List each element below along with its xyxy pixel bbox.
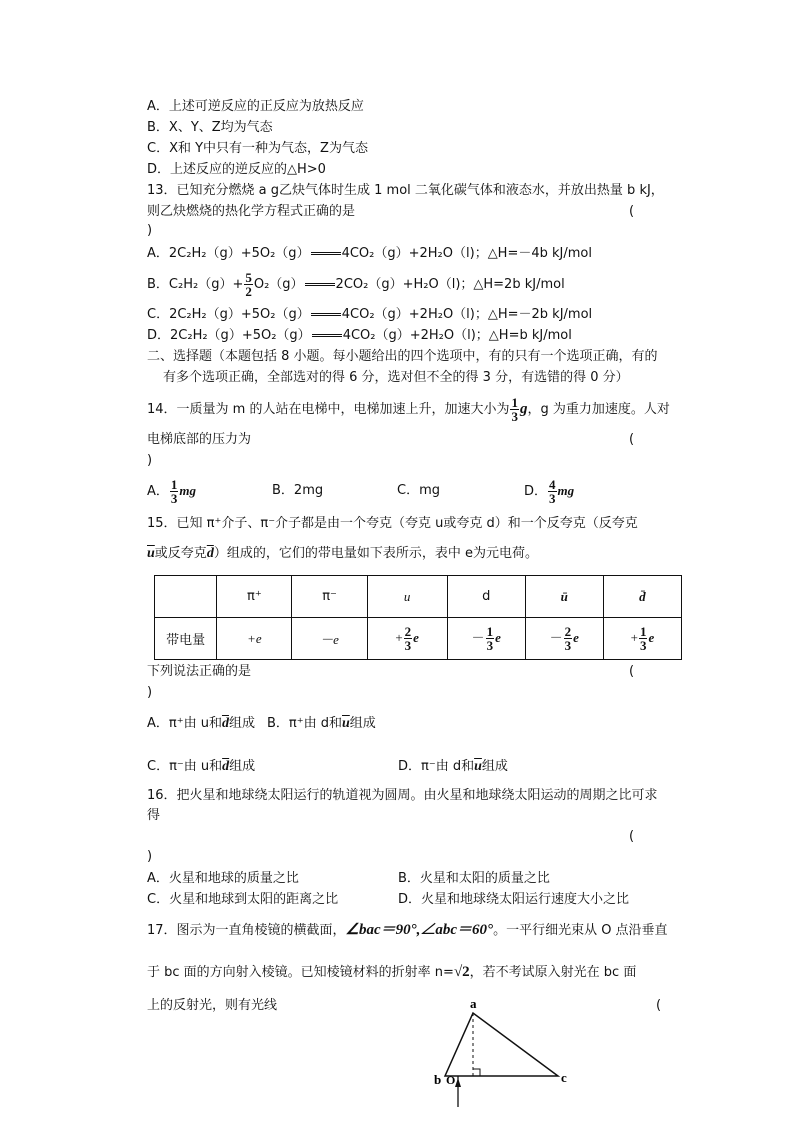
q14-answer-paren-close: ) bbox=[147, 453, 153, 468]
q12-option-d: D．上述反应的逆反应的△H>0 bbox=[147, 162, 326, 177]
q17-answer-paren-open: ( bbox=[656, 998, 662, 1013]
table-header-row bbox=[155, 576, 682, 618]
q16-option-c: C．火星和地球到太阳的距离之比 bbox=[147, 892, 339, 907]
q13-option-d bbox=[147, 327, 572, 345]
equilibrium-arrow-icon bbox=[311, 252, 341, 255]
right-angle-mark bbox=[473, 1069, 480, 1076]
q13-answer-paren-close: ) bbox=[147, 223, 153, 238]
q15-option-b bbox=[267, 715, 376, 733]
q14-stem-text: 14．一质量为 m 的人站在电梯中，电梯加速上升，加速大小为 bbox=[147, 402, 510, 417]
fraction-numerator: 1 bbox=[511, 395, 518, 410]
fraction bbox=[639, 625, 648, 652]
prism-triangle bbox=[445, 1013, 558, 1076]
q14-option-d-label: D． bbox=[524, 484, 548, 499]
q12-option-a: A．上述可逆反应的正反应为放热反应 bbox=[147, 99, 364, 114]
fraction-numerator: 2 bbox=[564, 624, 572, 639]
q13-option-d-label: D． bbox=[147, 328, 171, 343]
q14-option-d bbox=[524, 474, 574, 509]
q14-stem-line1 bbox=[147, 392, 670, 427]
q15-option-a-text: A．π⁺由 u和 bbox=[147, 716, 222, 731]
q16-option-a: A．火星和地球的质量之比 bbox=[147, 871, 299, 886]
q15-option-c-text: C．π⁻由 u和 bbox=[147, 759, 223, 774]
q15-ask: 下列说法正确的是 bbox=[147, 664, 252, 679]
table-cell-ubar bbox=[525, 618, 603, 660]
table-cell-pi-plus: +e bbox=[217, 618, 292, 660]
q13-option-b-fraction bbox=[244, 271, 253, 298]
table-header-cell: u bbox=[367, 576, 447, 618]
antiquark-d-symbol: $\overline{d}$ bbox=[222, 759, 230, 774]
q17-stem-text-end: ，若不考试原入射光在 bc 面 bbox=[469, 965, 637, 980]
prism-diagram bbox=[428, 995, 588, 1115]
table-row-label: 带电量 bbox=[155, 618, 217, 660]
q14-option-d-unit: mg bbox=[557, 483, 575, 498]
q14-answer-paren-open: ( bbox=[629, 432, 635, 447]
q15-option-c bbox=[147, 758, 255, 776]
fraction bbox=[404, 625, 413, 652]
q13-option-b-label: B． bbox=[147, 277, 169, 292]
vertex-label-a: a bbox=[470, 996, 477, 1011]
q15-option-b-end: 组成 bbox=[349, 716, 376, 731]
q15-stem-line1: 15．已知 π⁺介子、π⁻介子都是由一个夸克（夸克 u或夸克 d）和一个反夸克（反夸克 bbox=[147, 516, 638, 531]
fraction-denominator: 2 bbox=[245, 284, 252, 299]
q14-fraction bbox=[510, 396, 519, 423]
q12-option-b: B．X、Y、Z均为气态 bbox=[147, 120, 273, 135]
q14-option-a-label: A． bbox=[147, 484, 169, 499]
q13-option-a bbox=[147, 245, 592, 263]
table-header-cell: ū bbox=[525, 576, 603, 618]
table-header-cell: π⁻ bbox=[292, 576, 367, 618]
antiquark-d-symbol: $\overline{d}$ bbox=[221, 716, 229, 731]
q13-option-b-reactants: C₂H₂（g）+ bbox=[168, 277, 244, 292]
q13-option-a-products: 4CO₂（g）+2H₂O（l)；△H=－4b kJ/mol bbox=[341, 246, 592, 261]
q15-option-b-text: B．π⁺由 d和 bbox=[267, 716, 342, 731]
table-header-cell: d̄ bbox=[603, 576, 681, 618]
q17-stem-text: 17．图示为一直角棱镜的横截面， bbox=[147, 923, 346, 938]
antiquark-u-symbol: $\overline{u}$ bbox=[474, 759, 482, 774]
q12-option-c: C．X和 Y中只有一种为气态，Z为气态 bbox=[147, 141, 368, 156]
q13-option-c bbox=[147, 306, 592, 324]
q17-stem-text-end: 。一平行细光束从 O 点沿垂直 bbox=[493, 923, 668, 938]
fraction-numerator: 1 bbox=[639, 624, 647, 639]
sign: － bbox=[549, 630, 563, 645]
q15-answer-paren-close: ) bbox=[147, 685, 153, 700]
elementary-charge: e bbox=[413, 630, 419, 645]
section-2-heading-line2: 有多个选项正确，全部选对的得 6 分，选对但不全的得 3 分，有选错的得 0 分） bbox=[163, 370, 629, 385]
q13-option-d-reactants: 2C₂H₂（g）+5O₂（g） bbox=[170, 328, 311, 343]
fraction-denominator: 3 bbox=[170, 491, 178, 506]
fraction-denominator: 3 bbox=[486, 638, 494, 653]
q16-answer-paren-open: ( bbox=[629, 829, 635, 844]
q14-option-a-fraction bbox=[170, 478, 179, 505]
gravity-symbol: g bbox=[519, 401, 528, 417]
q17-angle-values: ∠bac＝90°,∠abc＝60° bbox=[345, 922, 494, 938]
table-header-cell bbox=[155, 576, 217, 618]
q16-stem-line2: 得 bbox=[147, 808, 161, 823]
elementary-charge: e bbox=[573, 630, 579, 645]
q15-option-c-end: 组成 bbox=[229, 759, 256, 774]
charge-table bbox=[154, 575, 682, 660]
antiquark-u-symbol: $\overline{u}$ bbox=[342, 716, 350, 731]
q15-stem-text: 或反夸克 bbox=[154, 546, 207, 561]
fraction-numerator: 1 bbox=[486, 624, 494, 639]
q15-option-d-text: D．π⁻由 d和 bbox=[398, 759, 475, 774]
q16-stem-line1: 16．把火星和地球绕太阳运行的轨道视为圆周。由火星和地球绕太阳运动的周期之比可求 bbox=[147, 788, 658, 803]
q13-stem-line2: 则乙炔燃烧的热化学方程式正确的是 bbox=[147, 204, 356, 219]
table-cell-u bbox=[367, 618, 447, 660]
table-header-cell: d bbox=[447, 576, 525, 618]
table-cell-pi-minus: －e bbox=[292, 618, 367, 660]
q15-option-a bbox=[147, 715, 255, 733]
fraction-numerator: 1 bbox=[170, 477, 178, 492]
q13-option-c-products: 4CO₂（g）+2H₂O（l)；△H=－2b kJ/mol bbox=[341, 307, 593, 322]
vertex-label-b: b bbox=[434, 1072, 442, 1087]
table-cell-d bbox=[447, 618, 525, 660]
fraction bbox=[564, 625, 573, 652]
fraction-denominator: 3 bbox=[404, 638, 412, 653]
equilibrium-arrow-icon bbox=[311, 313, 341, 316]
q13-stem-line1: 13．已知充分燃烧 a g乙炔气体时生成 1 mol 二氧化碳气体和液态水，并放出热量 b kJ， bbox=[147, 183, 664, 198]
q16-option-b: B．火星和太阳的质量之比 bbox=[398, 871, 550, 886]
q16-answer-paren-close: ) bbox=[147, 849, 153, 864]
fraction-numerator: 5 bbox=[245, 270, 252, 285]
fraction-numerator: 4 bbox=[549, 477, 556, 492]
q13-option-c-label: C． bbox=[147, 307, 170, 322]
fraction-denominator: 3 bbox=[511, 409, 518, 424]
q16-option-d: D．火星和地球绕太阳运行速度大小之比 bbox=[398, 892, 630, 907]
q15-option-d-end: 组成 bbox=[481, 759, 508, 774]
q15-option-a-end: 组成 bbox=[228, 716, 255, 731]
fraction-denominator: 3 bbox=[564, 638, 572, 653]
fraction-numerator: 2 bbox=[404, 624, 412, 639]
antiquark-d-symbol: $\overline{d}$ bbox=[206, 546, 214, 561]
table-cell-dbar bbox=[603, 618, 681, 660]
q13-option-b-products: 2CO₂（g）+H₂O（l)；△H=2b kJ/mol bbox=[335, 277, 565, 292]
sign: + bbox=[630, 630, 638, 645]
fraction bbox=[486, 625, 495, 652]
q13-option-c-reactants: 2C₂H₂（g）+5O₂（g） bbox=[169, 307, 310, 322]
q13-option-a-reactants: 2C₂H₂（g）+5O₂（g） bbox=[168, 246, 310, 261]
q15-option-d bbox=[398, 758, 508, 776]
elementary-charge: e bbox=[648, 630, 655, 645]
q13-option-b-oxygen: O₂（g） bbox=[253, 277, 304, 292]
q15-answer-paren-open: ( bbox=[629, 664, 635, 679]
sign: + bbox=[395, 630, 403, 645]
q17-stem-line3: 上的反射光，则有光线 bbox=[147, 998, 278, 1013]
q14-option-a bbox=[147, 474, 196, 509]
elementary-charge: e bbox=[495, 630, 501, 645]
q15-stem-text-end: ）组成的，它们的带电量如下表所示，表中 e为元电荷。 bbox=[213, 546, 538, 561]
q14-stem-text-end: ，g 为重力加速度。人对 bbox=[527, 402, 670, 417]
q17-stem-line2 bbox=[147, 963, 636, 982]
q13-answer-paren-open: ( bbox=[629, 204, 635, 219]
section-2-heading-line1: 二、选择题（本题包括 8 小题。每小题给出的四个选项中，有的只有一个选项正确，有的 bbox=[147, 349, 658, 364]
q13-option-d-products: 4CO₂（g）+2H₂O（l)；△H=b kJ/mol bbox=[342, 328, 572, 343]
q13-option-a-label: A． bbox=[147, 246, 169, 261]
table-header-cell: π⁺ bbox=[217, 576, 292, 618]
equilibrium-arrow-icon bbox=[305, 283, 335, 286]
table-row bbox=[155, 618, 682, 660]
q14-option-c: C．mg bbox=[397, 483, 440, 498]
q14-option-a-unit: mg bbox=[179, 483, 197, 498]
fraction-denominator: 3 bbox=[549, 491, 556, 506]
equilibrium-arrow-icon bbox=[312, 334, 342, 337]
q14-option-b: B．2mg bbox=[272, 483, 324, 498]
vertex-label-c: c bbox=[561, 1070, 567, 1085]
antiquark-u-symbol: $\overline{u}$ bbox=[147, 546, 155, 561]
q14-stem-line2: 电梯底部的压力为 bbox=[147, 432, 252, 447]
q14-option-d-fraction bbox=[548, 478, 557, 505]
sign: － bbox=[471, 630, 485, 645]
q17-stem-text: 于 bc 面的方向射入棱镜。已知棱镜材料的折射率 n= bbox=[147, 965, 454, 980]
point-label-o: O bbox=[446, 1073, 456, 1087]
q15-stem-line2 bbox=[147, 545, 538, 563]
q13-option-b bbox=[147, 268, 565, 302]
ray-arrow-icon bbox=[455, 1078, 461, 1087]
q17-sqrt-value: √2 bbox=[453, 964, 470, 980]
fraction-denominator: 3 bbox=[639, 638, 647, 653]
q17-stem-line1 bbox=[147, 921, 668, 940]
